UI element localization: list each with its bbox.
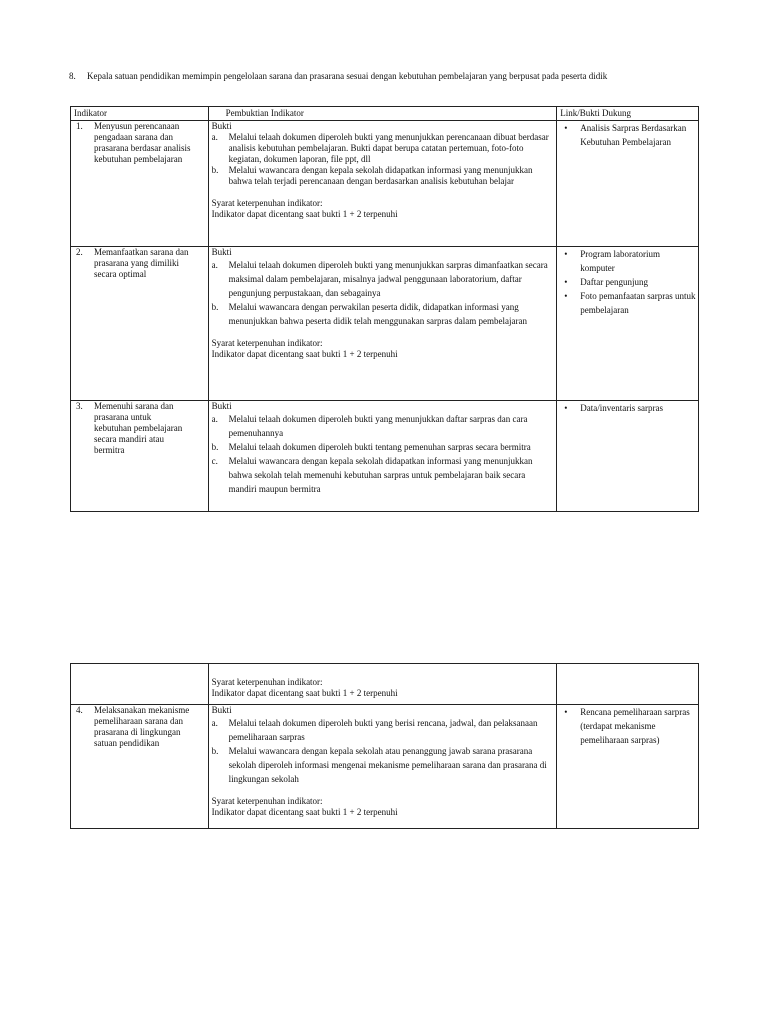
syarat-text: Indikator dapat dicentang saat bukti 1 + 2 terpenuhi <box>211 807 398 817</box>
bullet-icon: • <box>564 403 568 413</box>
evidence-item <box>212 132 554 165</box>
header-indikator: Indikator <box>71 107 209 121</box>
item-letter: a. <box>211 132 218 142</box>
indicator-text: Melaksanakan mekanisme pemeliharaan sarana dan prasarana di lingkungan satuan pendidikan <box>94 705 190 748</box>
item-letter: b. <box>211 165 219 175</box>
link-cell <box>557 664 699 705</box>
link-item <box>560 247 695 275</box>
evidence-item <box>212 165 554 187</box>
bukti-label: Bukti <box>211 121 232 131</box>
indicator-cell <box>71 247 209 401</box>
item-text: Melalui telaah dokumen diperoleh bukti yang menunjukkan sarpras dimanfaatkan secara maksimal dalam pembelajaran, misalnya jadwal penggunaan laboratorium, daftar pengunjung perpustakaan, dan sebagainya <box>228 260 548 298</box>
evidence-cell <box>208 705 557 829</box>
indicator-table-continued <box>70 663 699 829</box>
item-text: Melalui wawancara dengan kepala sekolah didapatkan informasi yang menunjukkan bahwa telah terjadi perencanaan dengan berdasarkan analisis kebutuhan belajar <box>228 165 533 186</box>
indicator-number: 3. <box>76 401 83 411</box>
bukti-label: Bukti <box>211 247 232 257</box>
item-text: Melalui telaah dokumen diperoleh bukti yang menunjukkan perencanaan dibuat berdasar analisis kebutuhan pembelajaran. Bukti dapat berupa catatan pertemuan, foto-foto kegiatan, dokumen laporan, file ppt, dll <box>228 132 549 164</box>
indicator-cell <box>71 121 209 247</box>
indicator-text: Memanfaatkan sarana dan prasarana yang dimiliki secara optimal <box>94 247 189 279</box>
evidence-item <box>212 258 554 300</box>
table-row <box>71 121 699 247</box>
table-row <box>71 401 699 512</box>
evidence-item <box>212 300 554 328</box>
link-text: Foto pemanfaatan sarpras untuk pembelajaran <box>580 291 696 315</box>
table-row <box>71 664 699 705</box>
evidence-item <box>212 440 554 454</box>
bukti-label: Bukti <box>211 401 232 411</box>
indicator-cell <box>71 664 209 705</box>
link-item <box>560 401 695 415</box>
evidence-item <box>212 744 554 786</box>
syarat-text: Indikator dapat dicentang saat bukti 1 + 2 terpenuhi <box>211 688 398 698</box>
link-text: Data/inventaris sarpras <box>580 403 663 413</box>
item-letter: c. <box>211 456 218 466</box>
item-letter: a. <box>211 260 218 270</box>
item-letter: b. <box>211 746 219 756</box>
indicator-text: Menyusun perencanaan pengadaan sarana dan prasarana berdasar analisis kebutuhan pembelajaran <box>94 121 191 164</box>
link-text: Program laboratorium komputer <box>580 249 660 273</box>
evidence-cell <box>208 401 557 512</box>
syarat-label: Syarat keterpenuhan indikator: <box>211 796 323 806</box>
header-link: Link/Bukti Dukung <box>557 107 699 121</box>
item-letter: a. <box>211 718 218 728</box>
indicator-table <box>70 106 699 512</box>
indicator-number: 4. <box>76 705 83 715</box>
link-text: Rencana pemeliharaan sarpras (terdapat mekanisme pemeliharaan sarpras) <box>580 707 690 745</box>
evidence-cell <box>208 247 557 401</box>
evidence-item <box>212 454 554 496</box>
link-cell <box>557 247 699 401</box>
indicator-cell <box>71 705 209 829</box>
table-header-row <box>71 107 699 121</box>
link-cell <box>557 121 699 247</box>
bukti-label: Bukti <box>211 705 232 715</box>
evidence-item <box>212 716 554 744</box>
syarat-label: Syarat keterpenuhan indikator: <box>211 677 323 687</box>
header-pembuktian: Pembuktian Indikator <box>208 107 557 121</box>
link-cell <box>557 401 699 512</box>
evidence-cell <box>208 664 557 705</box>
indicator-cell <box>71 401 209 512</box>
syarat-label: Syarat keterpenuhan indikator: <box>211 338 323 348</box>
bullet-icon: • <box>564 123 568 133</box>
table-row <box>71 705 699 829</box>
link-text: Analisis Sarpras Berdasarkan Kebutuhan Pembelajaran <box>580 123 687 147</box>
evidence-cell <box>208 121 557 247</box>
section-title: Kepala satuan pendidikan memimpin pengelolaan sarana dan prasarana sesuai dengan kebutuhan pembelajaran yang berpusat pada peserta didik <box>87 71 608 81</box>
link-item <box>560 275 695 289</box>
table-row <box>71 247 699 401</box>
syarat-label: Syarat keterpenuhan indikator: <box>211 198 323 208</box>
bullet-icon: • <box>564 291 568 301</box>
bullet-icon: • <box>564 249 568 259</box>
bullet-icon: • <box>564 277 568 287</box>
link-cell <box>557 705 699 829</box>
item-text: Melalui telaah dokumen diperoleh bukti yang menunjukkan daftar sarpras dan cara pemenuhannya <box>228 414 528 438</box>
section-number: 8. <box>69 71 76 81</box>
item-text: Melalui wawancara dengan kepala sekolah atau penanggung jawab sarana prasarana sekolah diperoleh informasi mengenai mekanisme pemeliharaan sarana dan prasarana di lingkungan sekolah <box>228 746 547 784</box>
bullet-icon: • <box>564 707 568 717</box>
link-item <box>560 121 695 149</box>
indicator-number: 1. <box>76 121 83 131</box>
link-item <box>560 289 695 317</box>
syarat-text: Indikator dapat dicentang saat bukti 1 + 2 terpenuhi <box>211 209 398 219</box>
item-letter: a. <box>211 414 218 424</box>
item-letter: b. <box>211 442 219 452</box>
item-text: Melalui wawancara dengan kepala sekolah didapatkan informasi yang menunjukkan bahwa sekolah telah memenuhi kebutuhan sarpras untuk pembelajaran baik secara mandiri maupun bermitra <box>228 456 533 494</box>
indicator-text: Memenuhi sarana dan prasarana untuk kebutuhan pembelajaran secara mandiri atau bermitra <box>94 401 183 455</box>
item-text: Melalui telaah dokumen diperoleh bukti yang berisi rencana, jadwal, dan pelaksanaan pemeliharaan sarpras <box>228 718 538 742</box>
indicator-number: 2. <box>76 247 83 257</box>
evidence-item <box>212 412 554 440</box>
item-text: Melalui wawancara dengan perwakilan peserta didik, didapatkan informasi yang menunjukkan bahwa peserta didik telah menggunakan sarpras dalam pembelajaran <box>228 302 527 326</box>
syarat-text: Indikator dapat dicentang saat bukti 1 + 2 terpenuhi <box>211 349 398 359</box>
item-letter: b. <box>211 302 219 312</box>
link-text: Daftar pengunjung <box>580 277 648 287</box>
item-text: Melalui telaah dokumen diperoleh bukti tentang pemenuhan sarpras secara bermitra <box>228 442 531 452</box>
link-item <box>560 705 695 747</box>
